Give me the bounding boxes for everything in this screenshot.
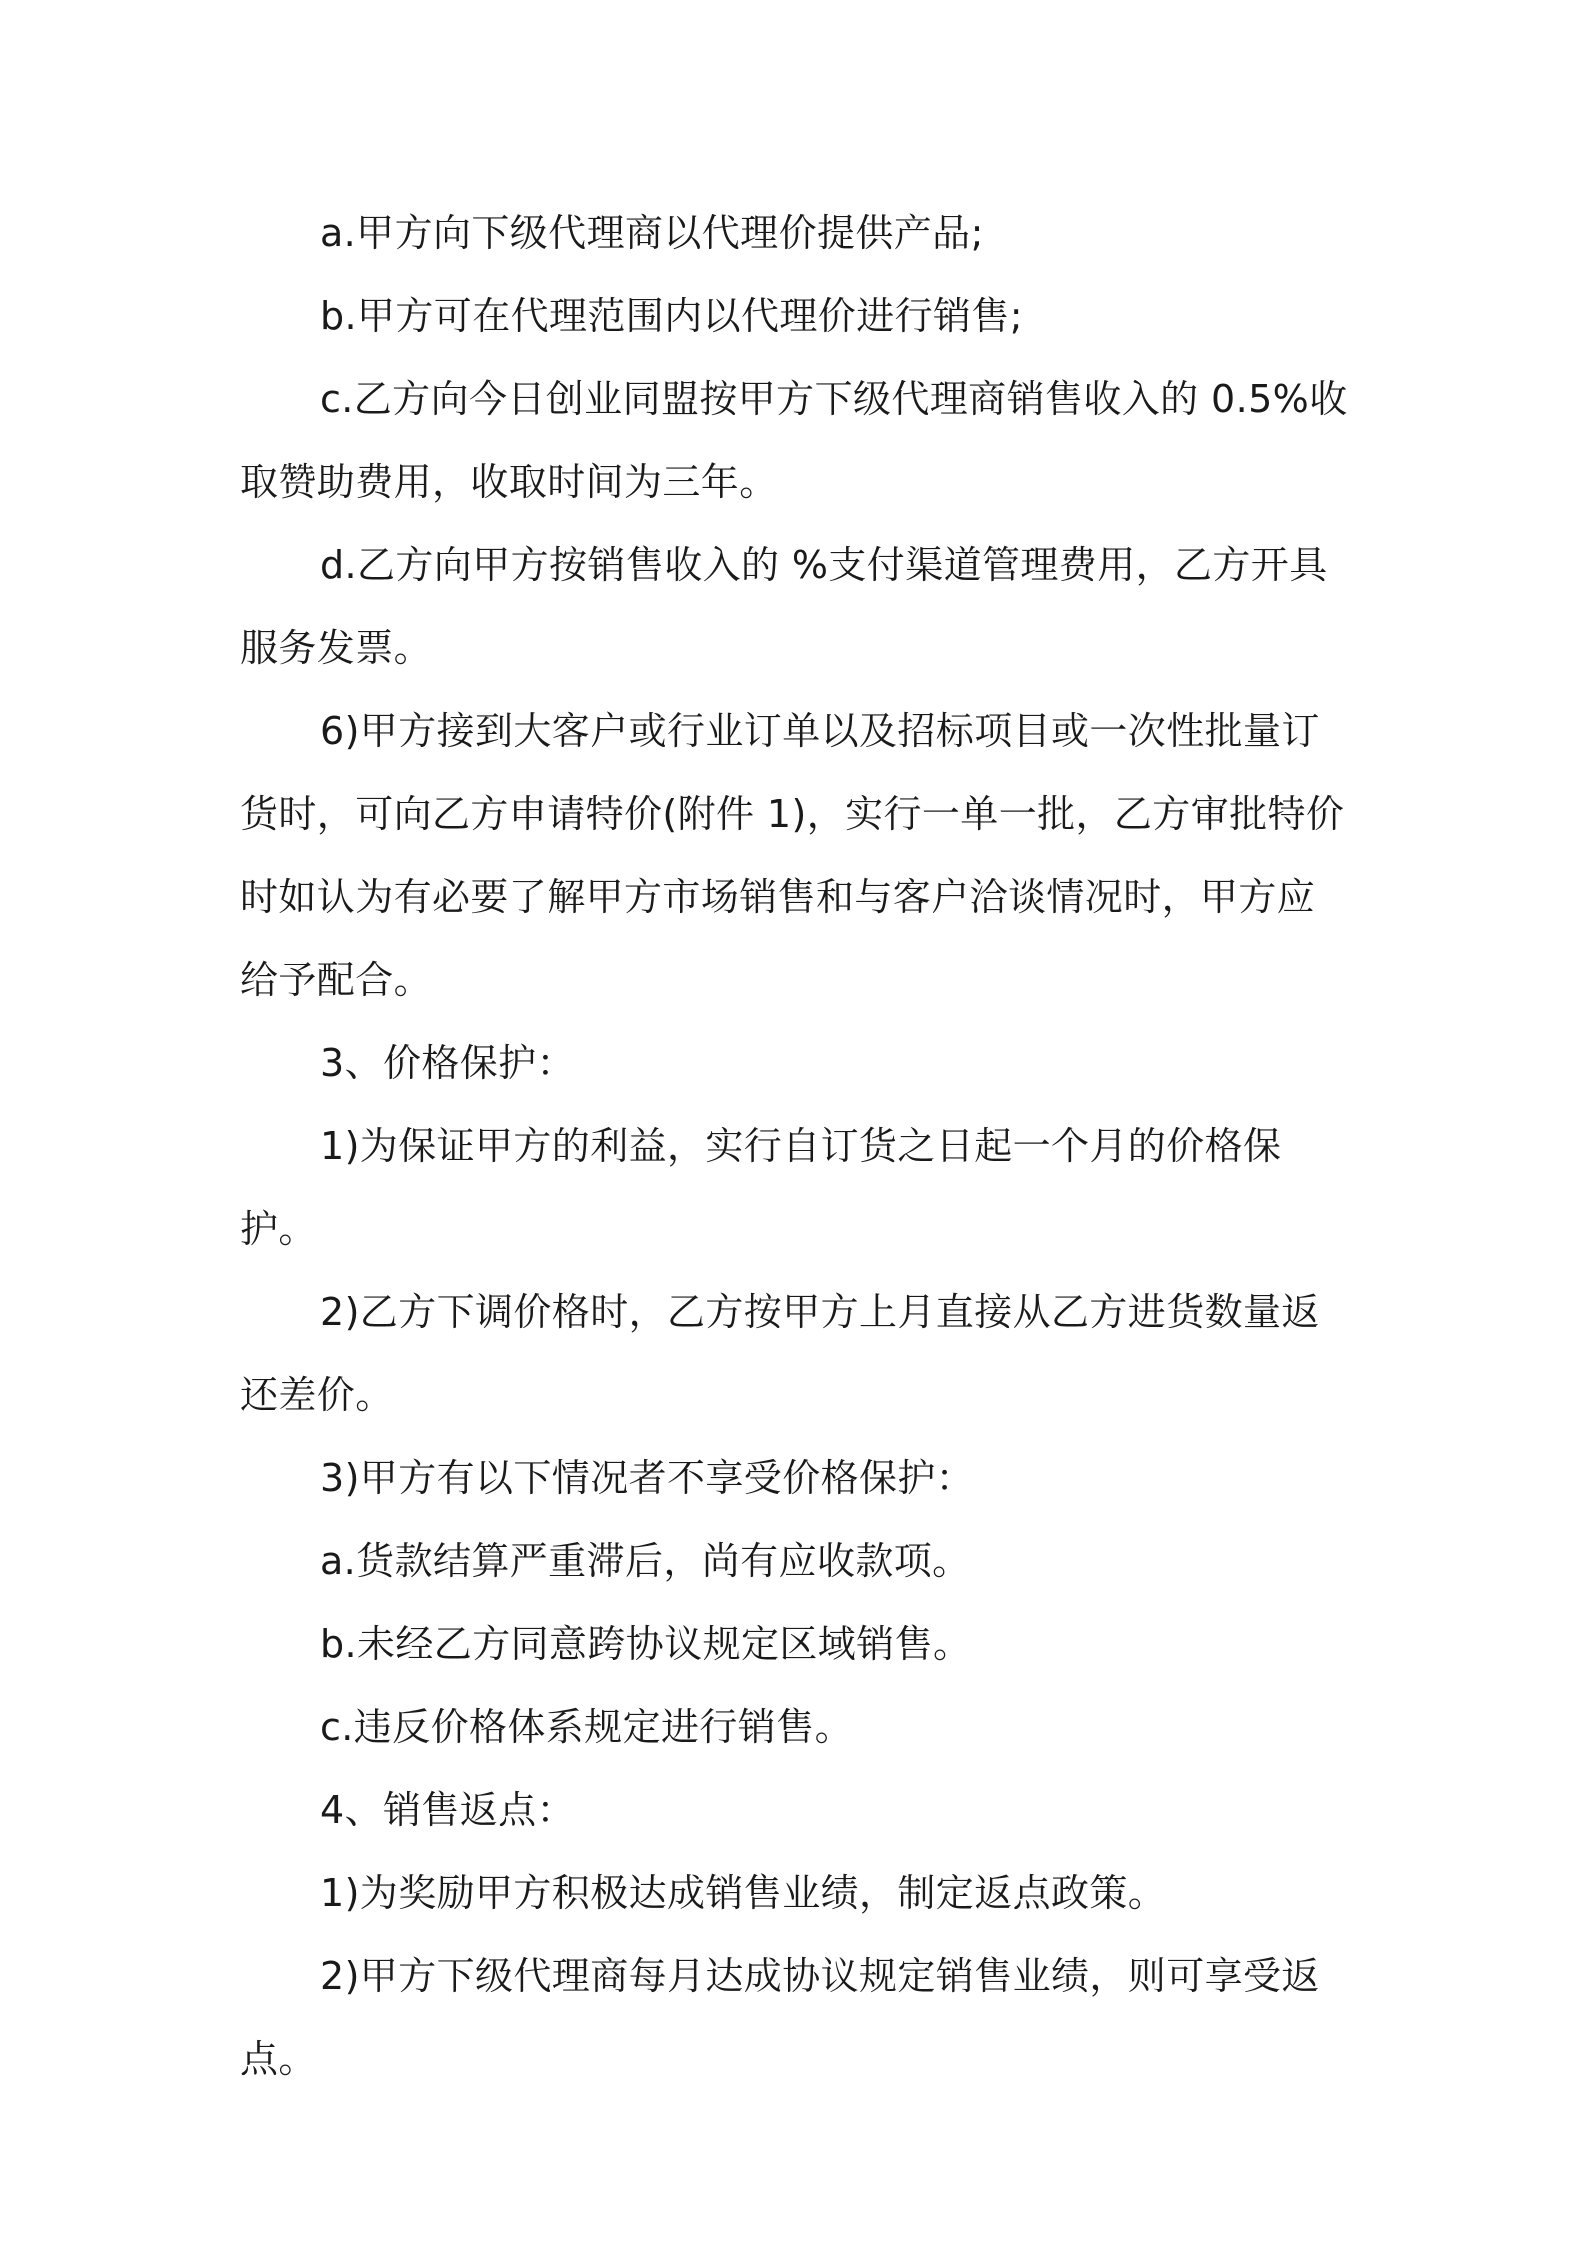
paragraph-1-protection-term: 1)为保证甲方的利益，实行自订货之日起一个月的价格保护。: [240, 1124, 1282, 1251]
paragraph-exclusion-c: c.违反价格体系规定进行销售。: [320, 1705, 853, 1749]
document-body: [240, 192, 1352, 2101]
paragraph-d-channel-fee: d.乙方向甲方按销售收入的 %支付渠道管理费用，乙方开具服务发票。: [240, 543, 1328, 670]
paragraph-exclusion-b: b.未经乙方同意跨协议规定区域销售。: [320, 1622, 972, 1666]
paragraph-1-rebate-policy: 1)为奖励甲方积极达成销售业绩，制定返点政策。: [320, 1871, 1167, 1915]
paragraph-2-price-refund: 2)乙方下调价格时，乙方按甲方上月直接从乙方进货数量返还差价。: [240, 1290, 1320, 1417]
heading-price-protection: 3、价格保护：: [320, 1041, 575, 1085]
paragraph-c-sponsorship: c.乙方向今日创业同盟按甲方下级代理商销售收入的 0.5%收取赞助费用，收取时间为三年。: [240, 377, 1348, 504]
paragraph-b-sales: b.甲方可在代理范围内以代理价进行销售;: [320, 294, 1024, 338]
paragraph-6-special-price: 6)甲方接到大客户或行业订单以及招标项目或一次性批量订货时，可向乙方申请特价(附件 1)，实行一单一批，乙方审批特价时如认为有必要了解甲方市场销售和与客户洽谈情况时，甲方应给予配合。: [240, 709, 1345, 1002]
paragraph-a-supply: a.甲方向下级代理商以代理价提供产品;: [320, 211, 984, 255]
paragraph-2-rebate-eligibility: 2)甲方下级代理商每月达成协议规定销售业绩，则可享受返点。: [240, 1954, 1320, 2081]
paragraph-3-exclusions: 3)甲方有以下情况者不享受价格保护：: [320, 1456, 975, 1500]
paragraph-exclusion-a: a.货款结算严重滞后，尚有应收款项。: [320, 1539, 971, 1583]
heading-sales-rebate: 4、销售返点：: [320, 1788, 575, 1832]
